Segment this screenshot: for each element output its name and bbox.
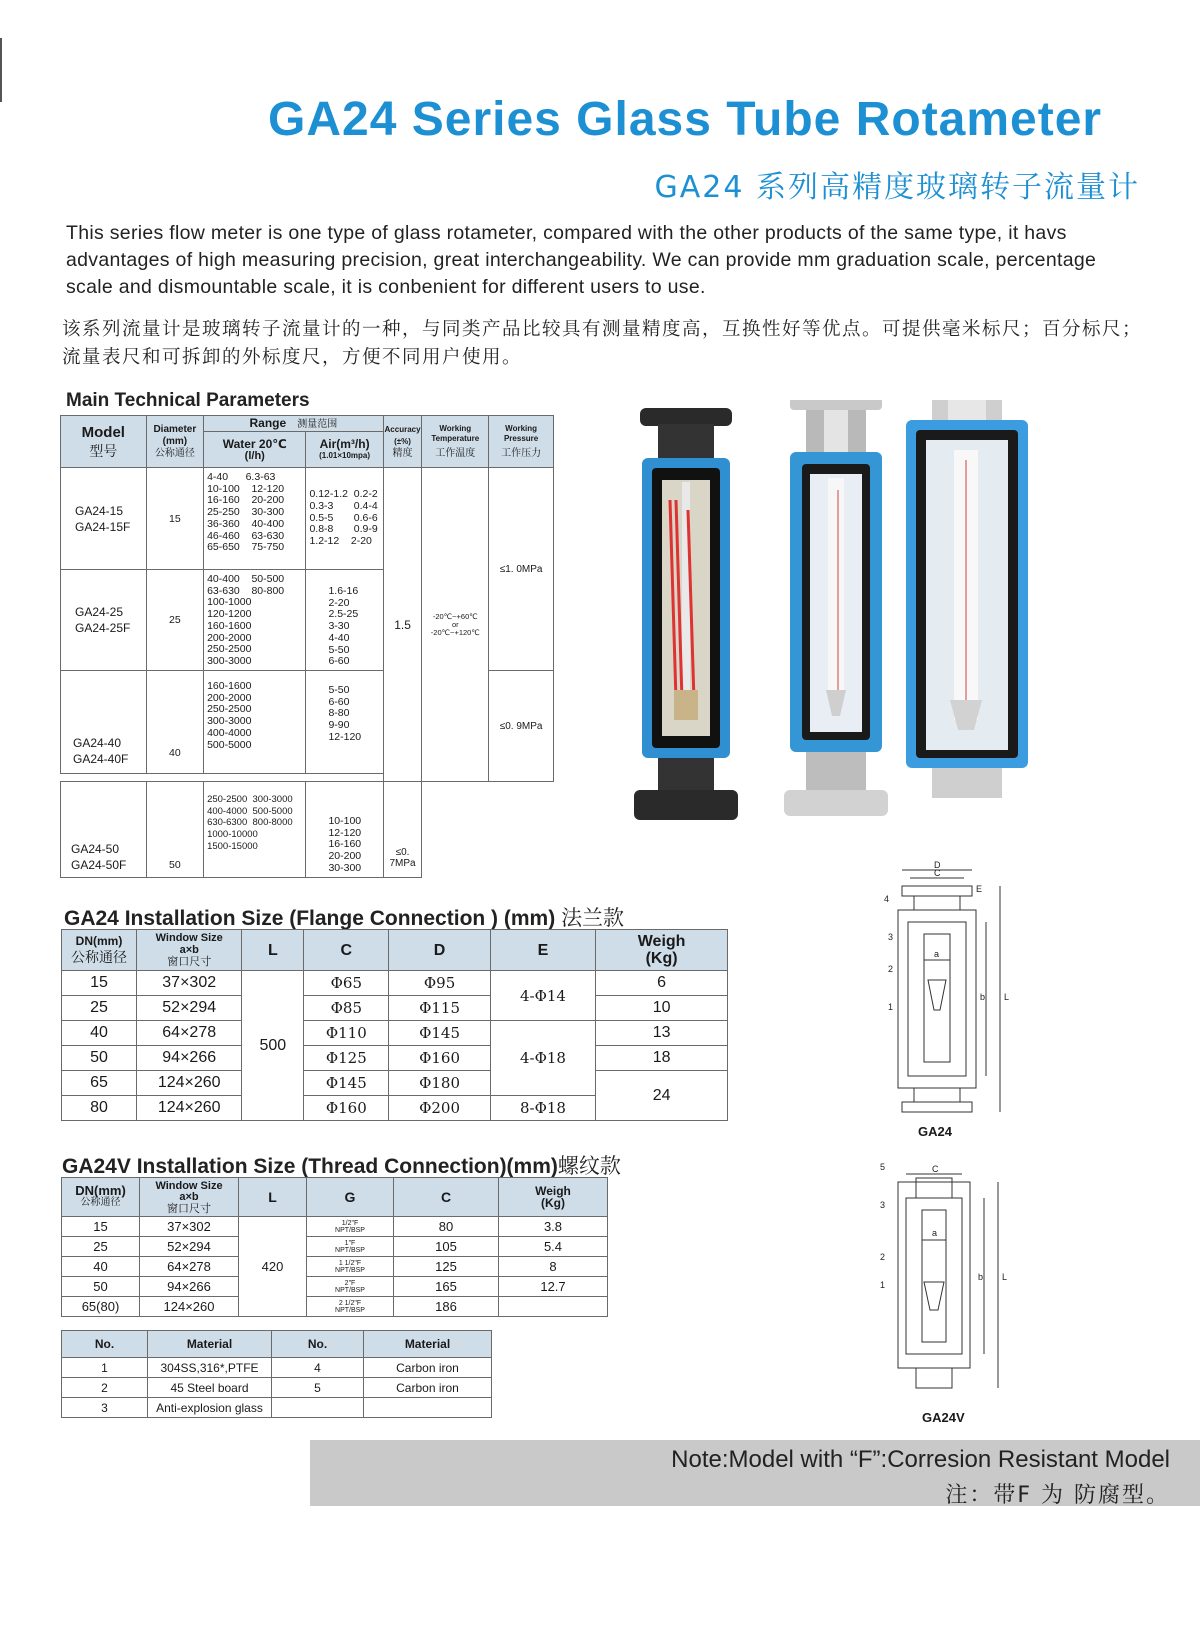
window-cell: 52×294 <box>137 996 242 1021</box>
thread-size-title-cn: 螺纹款 <box>557 1154 621 1178</box>
d-cell: Φ180 <box>389 1071 490 1096</box>
pressure-cell: ≤1. 0MPa <box>489 468 554 671</box>
model-cell: GA24-15 GA24-15F <box>61 468 147 570</box>
c-cell: Φ160 <box>304 1096 389 1121</box>
material-cell: Carbon iron <box>364 1358 492 1378</box>
material-cell: Carbon iron <box>364 1378 492 1398</box>
table-row <box>62 1398 492 1418</box>
table-row <box>62 1257 608 1277</box>
header-water-label: Water 20℃ <box>222 436 287 451</box>
weight-cell: 12.7 <box>499 1277 608 1297</box>
air-range-cell: 1.6-16 2-20 2.5-25 3-30 4-40 5-50 6-60 <box>306 570 383 671</box>
header-diameter-en: Diameter <box>153 423 197 435</box>
c-cell: 186 <box>394 1297 499 1317</box>
d-cell: Φ160 <box>389 1046 490 1071</box>
g-cell <box>307 1217 394 1237</box>
g-standard: NPT/BSP <box>335 1226 365 1234</box>
material-table <box>61 1330 492 1418</box>
g-standard: NPT/BSP <box>335 1306 365 1314</box>
table-row <box>62 1378 492 1398</box>
material-cell: 304SS,316*,PTFE <box>148 1358 272 1378</box>
no-cell: 1 <box>62 1358 148 1378</box>
c-cell: 125 <box>394 1257 499 1277</box>
table-row <box>62 1358 492 1378</box>
dn-cell: 15 <box>62 971 137 996</box>
water-range-cell: 250-2500 300-3000 400-4000 500-5000 630-6300 800-8000 1000-10000 1500-15000 <box>204 782 306 878</box>
header-g: G <box>307 1178 394 1217</box>
window-cell: 124×260 <box>137 1071 242 1096</box>
dn-cell: 40 <box>62 1021 137 1046</box>
g-standard: NPT/BSP <box>335 1246 365 1254</box>
flange-size-title <box>64 902 624 932</box>
table-row <box>62 1021 728 1046</box>
note-english: Note:Model with “F”:Corresion Resistant Model <box>671 1446 1170 1473</box>
weight-cell: 18 <box>596 1046 728 1071</box>
window-cell: 37×302 <box>140 1217 239 1237</box>
header-weight-unit: (Kg) <box>645 950 678 967</box>
c-cell: Φ65 <box>304 971 389 996</box>
part-number: 5 <box>880 1162 886 1172</box>
c-cell: Φ85 <box>304 996 389 1021</box>
page-title: GA24 Series Glass Tube Rotameter <box>268 93 1103 146</box>
dim-label-b: b <box>978 1272 984 1282</box>
table-row <box>62 996 728 1021</box>
pressure-cell: ≤0. 9MPa <box>489 671 554 782</box>
part-number: 4 <box>884 894 890 904</box>
header-window-ab: a×b <box>179 944 199 956</box>
dn-cell: 80 <box>62 1096 137 1121</box>
dim-label-b: b <box>980 992 986 1002</box>
dim-label-d: D <box>934 860 941 870</box>
header-material: Material <box>364 1331 492 1358</box>
header-window-en: Window Size <box>155 1179 223 1192</box>
dn-cell: 65 <box>62 1071 137 1096</box>
header-c: C <box>304 930 389 971</box>
header-window <box>140 1178 239 1217</box>
flange-size-table <box>61 929 728 1121</box>
weight-cell: 10 <box>596 996 728 1021</box>
pressure-cell: ≤0. 7MPa <box>383 782 422 878</box>
dn-cell: 25 <box>62 1237 140 1257</box>
header-temp-cn: 工作温度 <box>435 447 476 459</box>
d-cell: Φ200 <box>389 1096 490 1121</box>
window-cell: 64×278 <box>137 1021 242 1046</box>
dn-cell: 50 <box>62 1046 137 1071</box>
dim-label-c: C <box>934 868 941 878</box>
dn-cell: 15 <box>62 1217 140 1237</box>
dim-label-c: C <box>932 1164 939 1174</box>
header-dn <box>62 930 137 971</box>
weight-cell: 5.4 <box>499 1237 608 1257</box>
d-cell: Φ95 <box>389 971 490 996</box>
c-cell: 80 <box>394 1217 499 1237</box>
g-cell <box>307 1237 394 1257</box>
weight-cell: 24 <box>596 1071 728 1121</box>
header-weight <box>499 1178 608 1217</box>
header-accuracy-cn: 精度 <box>392 447 413 459</box>
header-temp-en: Working Temperature <box>431 423 480 443</box>
header-dn-en: DN(mm) <box>75 934 123 948</box>
header-dn-en: DN(mm) <box>75 1183 126 1198</box>
header-window-ab: a×b <box>179 1190 199 1203</box>
rotameter-thread-photo <box>906 400 1028 798</box>
g-size: 2"F <box>344 1279 356 1287</box>
table-row <box>62 1277 608 1297</box>
window-cell: 52×294 <box>140 1237 239 1257</box>
e-cell: 4-Φ18 <box>490 1021 595 1096</box>
g-cell <box>307 1297 394 1317</box>
header-weight-en: Weigh <box>637 933 686 950</box>
header-model <box>61 416 147 468</box>
rotameter-steel-flange-photo <box>784 400 888 816</box>
header-model-cn: 型号 <box>89 443 118 460</box>
water-range-cell: 160-1600 200-2000 250-2500 300-3000 400-4000 500-5000 <box>204 671 306 774</box>
thread-drawing-label: GA24V <box>922 1410 965 1425</box>
header-pressure-cn: 工作压力 <box>501 447 542 459</box>
weight-cell: 3.8 <box>499 1217 608 1237</box>
header-d: D <box>389 930 490 971</box>
part-number: 1 <box>880 1280 886 1290</box>
header-weight-en: Weigh <box>535 1184 571 1198</box>
d-cell: Φ145 <box>389 1021 490 1046</box>
table-row <box>62 1237 608 1257</box>
intro-chinese: 该系列流量计是玻璃转子流量计的一种，与同类产品比较具有测量精度高，互换性好等优点。可提供毫米标尺；百分标尺；流量表尺和可拆卸的外标度尺，方便不同用户使用。 <box>62 319 1143 368</box>
header-range-en: Range <box>249 415 287 430</box>
no-cell: 3 <box>62 1398 148 1418</box>
model-cell: GA24-40 GA24-40F <box>61 671 147 774</box>
header-c: C <box>394 1178 499 1217</box>
header-diameter-cn: 公称通径 <box>154 447 195 459</box>
no-cell: 5 <box>272 1378 364 1398</box>
no-cell: 2 <box>62 1378 148 1398</box>
window-cell: 124×260 <box>140 1297 239 1317</box>
thread-size-title <box>62 1150 621 1180</box>
header-material: Material <box>148 1331 272 1358</box>
header-window-cn: 窗口尺寸 <box>167 955 212 968</box>
header-air <box>306 432 383 468</box>
part-number: 2 <box>888 964 894 974</box>
header-accuracy-en: Accuracy <box>384 424 421 434</box>
table-row <box>62 1046 728 1071</box>
no-cell: 4 <box>272 1358 364 1378</box>
part-number: 3 <box>880 1200 886 1210</box>
g-size: 1/2"F <box>341 1219 359 1227</box>
flange-size-title-cn: 法兰款 <box>561 906 625 930</box>
dim-label-a: a <box>932 1228 938 1238</box>
c-cell: Φ125 <box>304 1046 389 1071</box>
l-cell: 500 <box>242 971 304 1121</box>
header-no: No. <box>62 1331 148 1358</box>
header-diameter <box>146 416 203 468</box>
table-row <box>62 971 728 996</box>
window-cell: 94×266 <box>137 1046 242 1071</box>
header-pressure <box>489 416 554 468</box>
water-range-cell: 40-400 50-500 63-630 80-800 100-1000 120-1200 160-1600 200-2000 250-2500 300-3000 <box>204 570 306 671</box>
thread-size-table <box>61 1177 608 1317</box>
flange-drawing-label: GA24 <box>918 1124 952 1139</box>
main-params-title: Main Technical Parameters <box>66 390 310 411</box>
temperature-cell: -20℃~+60℃ or -20℃~+120℃ <box>422 468 489 782</box>
header-water <box>204 432 306 468</box>
header-range-cn: 测量范围 <box>297 418 338 430</box>
c-cell: 165 <box>394 1277 499 1297</box>
header-weight-unit: (Kg) <box>541 1196 565 1210</box>
header-accuracy-unit: (±%) <box>394 436 411 446</box>
header-air-label: Air(m³/h) <box>319 436 370 451</box>
page-edge-mark <box>0 38 2 102</box>
header-accuracy <box>383 416 422 468</box>
c-cell: 105 <box>394 1237 499 1257</box>
window-cell: 37×302 <box>137 971 242 996</box>
note-bar <box>310 1440 1200 1506</box>
weight-cell: 8 <box>499 1257 608 1277</box>
header-window-en: Window Size <box>155 932 223 944</box>
page-subtitle-cn: GA24 系列高精度玻璃转子流量计 <box>654 170 1140 205</box>
dim-label-l: L <box>1002 1272 1008 1282</box>
table-row <box>62 1217 608 1237</box>
table-row <box>62 1297 608 1317</box>
table-row <box>61 782 554 878</box>
diameter-cell: 40 <box>146 671 203 774</box>
dim-label-e: E <box>976 884 983 894</box>
part-number: 1 <box>888 1002 894 1012</box>
header-weight <box>596 930 728 971</box>
header-air-note: (1.01×10mpa) <box>319 450 371 460</box>
g-size: 1 1/2"F <box>338 1259 362 1267</box>
table-row <box>62 1071 728 1096</box>
dn-cell: 40 <box>62 1257 140 1277</box>
g-standard: NPT/BSP <box>335 1266 365 1274</box>
header-range <box>204 416 384 432</box>
diameter-cell: 15 <box>146 468 203 570</box>
c-cell: Φ145 <box>304 1071 389 1096</box>
header-window-cn: 窗口尺寸 <box>167 1201 211 1215</box>
g-cell <box>307 1257 394 1277</box>
material-cell <box>364 1398 492 1418</box>
main-params-table <box>60 415 554 878</box>
e-cell: 4-Φ14 <box>490 971 595 1021</box>
material-cell: 45 Steel board <box>148 1378 272 1398</box>
dim-label-l: L <box>1004 992 1010 1002</box>
dn-cell: 65(80) <box>62 1297 140 1317</box>
dim-label-a: a <box>934 949 940 959</box>
dn-cell: 50 <box>62 1277 140 1297</box>
no-cell <box>272 1398 364 1418</box>
water-range-cell: 4-40 6.3-63 10-100 12-120 16-160 20-200 25-250 30-300 36-360 40-400 46-460 63-630 65-650 75-750 <box>204 468 306 570</box>
header-water-unit: (l/h) <box>244 449 265 462</box>
flange-size-title-en: GA24 Installation Size (Flange Connection ) (mm) <box>64 907 556 930</box>
flange-dimension-drawing <box>880 860 1030 1140</box>
model-cell: GA24-50 GA24-50F <box>61 782 147 878</box>
header-dn-cn: 公称通径 <box>80 1197 121 1208</box>
header-l: L <box>239 1178 307 1217</box>
weight-cell <box>499 1297 608 1317</box>
thread-size-title-en: GA24V Installation Size (Thread Connection)(mm) <box>62 1155 558 1178</box>
diameter-cell: 50 <box>146 782 203 878</box>
diameter-cell: 25 <box>146 570 203 671</box>
c-cell: Φ110 <box>304 1021 389 1046</box>
e-cell: 8-Φ18 <box>490 1096 595 1121</box>
header-pressure-en: Working Pressure <box>503 423 539 443</box>
header-window <box>137 930 242 971</box>
g-cell <box>307 1277 394 1297</box>
window-cell: 64×278 <box>140 1257 239 1277</box>
weight-cell: 13 <box>596 1021 728 1046</box>
g-standard: NPT/BSP <box>335 1286 365 1294</box>
d-cell: Φ115 <box>389 996 490 1021</box>
note-chinese: 注：带F 为 防腐型。 <box>945 1483 1170 1508</box>
air-range-cell: 5-50 6-60 8-80 9-90 12-120 <box>306 671 383 774</box>
l-cell: 420 <box>239 1217 307 1317</box>
accuracy-cell: 1.5 <box>383 468 422 782</box>
air-range-cell: 0.12-1.2 0.2-2 0.3-3 0.4-4 0.5-5 0.6-6 0.8-8 0.9-9 1.2-12 2-20 <box>306 468 383 570</box>
header-l: L <box>242 930 304 971</box>
model-cell: GA24-25 GA24-25F <box>61 570 147 671</box>
material-cell: Anti-explosion glass <box>148 1398 272 1418</box>
intro-english: This series flow meter is one type of glass rotameter, compared with the other products of the same type, it havs advantages of high measuring precision, great interchangeability. We can provide mm graduation scale, percentage scale and dismountable scale, it is conbenient for different users to use. <box>66 222 1097 298</box>
header-dn-cn: 公称通径 <box>71 950 127 966</box>
product-photos <box>630 400 1190 830</box>
header-no: No. <box>272 1331 364 1358</box>
g-size: 2 1/2"F <box>338 1299 362 1307</box>
weight-cell: 6 <box>596 971 728 996</box>
header-dn <box>62 1178 140 1217</box>
window-cell: 94×266 <box>140 1277 239 1297</box>
part-number: 3 <box>888 932 894 942</box>
thread-dimension-drawing <box>876 1160 1026 1410</box>
header-e: E <box>490 930 595 971</box>
window-cell: 124×260 <box>137 1096 242 1121</box>
air-range-cell: 10-100 12-120 16-160 20-200 30-300 <box>306 782 383 878</box>
header-diameter-unit: (mm) <box>162 435 188 447</box>
g-size: 1"F <box>344 1239 356 1247</box>
header-temperature <box>422 416 489 468</box>
part-number: 2 <box>880 1252 886 1262</box>
header-model-en: Model <box>81 423 125 441</box>
dn-cell: 25 <box>62 996 137 1021</box>
rotameter-black-flange-photo <box>634 408 738 820</box>
table-row <box>61 468 554 570</box>
